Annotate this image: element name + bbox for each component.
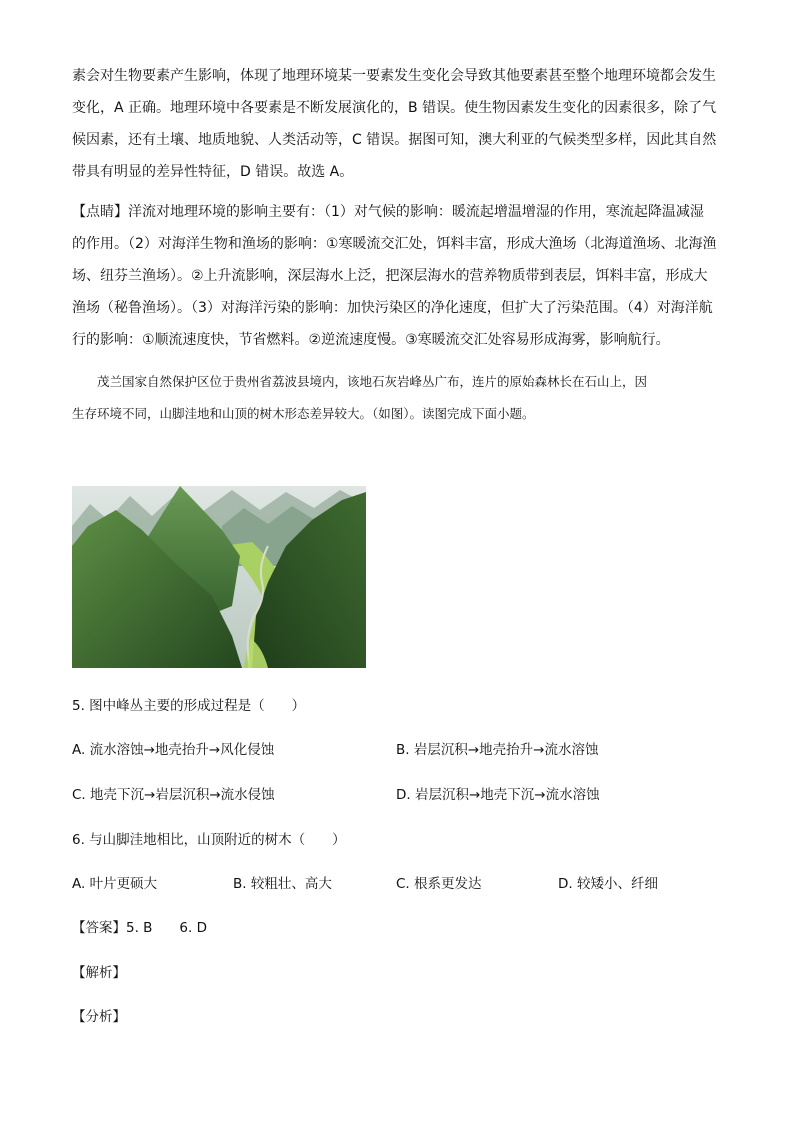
text-line: 生存环境不同，山脚洼地和山顶的树木形态差异较大。（如图）。读图完成下面小题。 (72, 406, 535, 421)
text-line: 素会对生物要素产生影响，体现了地理环境某一要素发生变化会导致其他要素甚至整个地理环境都会发生 (72, 68, 716, 84)
explanation-paragraph (72, 60, 722, 188)
text-line: 的作用。（2）对海洋生物和渔场的影响：①寒暖流交汇处，饵料丰富，形成大渔场（北海道渔场、北海渔 (72, 236, 717, 252)
jiexi-heading: 【解析】 (72, 965, 126, 981)
question-6-stem: 6. 与山脚洼地相比，山顶附近的树木（ ） (72, 832, 346, 848)
question-5-option-c: C. 地壳下沉→岩层沉积→流水侵蚀 (72, 787, 275, 803)
question-5-option-b: B. 岩层沉积→地壳抬升→流水溶蚀 (396, 742, 599, 758)
question-5-option-a: A. 流水溶蚀→地壳抬升→风化侵蚀 (72, 742, 275, 758)
question-5-stem: 5. 图中峰丛主要的形成过程是（ ） (72, 698, 306, 714)
karst-peak-photo (72, 486, 366, 668)
karst-peak-illustration (72, 486, 366, 668)
question-5-option-d: D. 岩层沉积→地壳下沉→流水溶蚀 (396, 787, 600, 803)
question-6-option-b: B. 较粗壮、高大 (233, 876, 332, 892)
text-line: 【点睛】洋流对地理环境的影响主要有：（1）对气候的影响：暖流起增温增湿的作用，寒流起降温减湿 (72, 204, 704, 220)
fenxi-heading: 【分析】 (72, 1009, 126, 1025)
material-paragraph (72, 366, 722, 430)
text-line: 带具有明显的差异性特征，D 错误。故选 A。 (72, 164, 354, 180)
text-line: 候因素，还有土壤、地质地貌、人类活动等，C 错误。据图可知，澳大利亚的气候类型多样，因此其自然 (72, 132, 717, 148)
answer-line: 【答案】5. B 6. D (72, 920, 207, 936)
question-6-option-c: C. 根系更发达 (396, 876, 482, 892)
question-6-option-d: D. 较矮小、纤细 (558, 876, 658, 892)
dianjing-paragraph (72, 196, 722, 356)
text-line: 茂兰国家自然保护区位于贵州省荔波县境内，该地石灰岩峰丛广布，连片的原始森林长在石山上，因 (72, 374, 648, 389)
text-line: 渔场（秘鲁渔场）。（3）对海洋污染的影响：加快污染区的净化速度，但扩大了污染范围。（4）对海洋航 (72, 300, 713, 316)
text-line: 变化，A 正确。地理环境中各要素是不断发展演化的，B 错误。使生物因素发生变化的因素很多，除了气 (72, 100, 717, 116)
text-line: 行的影响：①顺流速度快，节省燃料。②逆流速度慢。③寒暖流交汇处容易形成海雾，影响航行。 (72, 332, 670, 348)
text-line: 场、纽芬兰渔场）。②上升流影响，深层海水上泛，把深层海水的营养物质带到表层，饵料丰富，形成大 (72, 268, 708, 284)
question-6-option-a: A. 叶片更硕大 (72, 876, 158, 892)
